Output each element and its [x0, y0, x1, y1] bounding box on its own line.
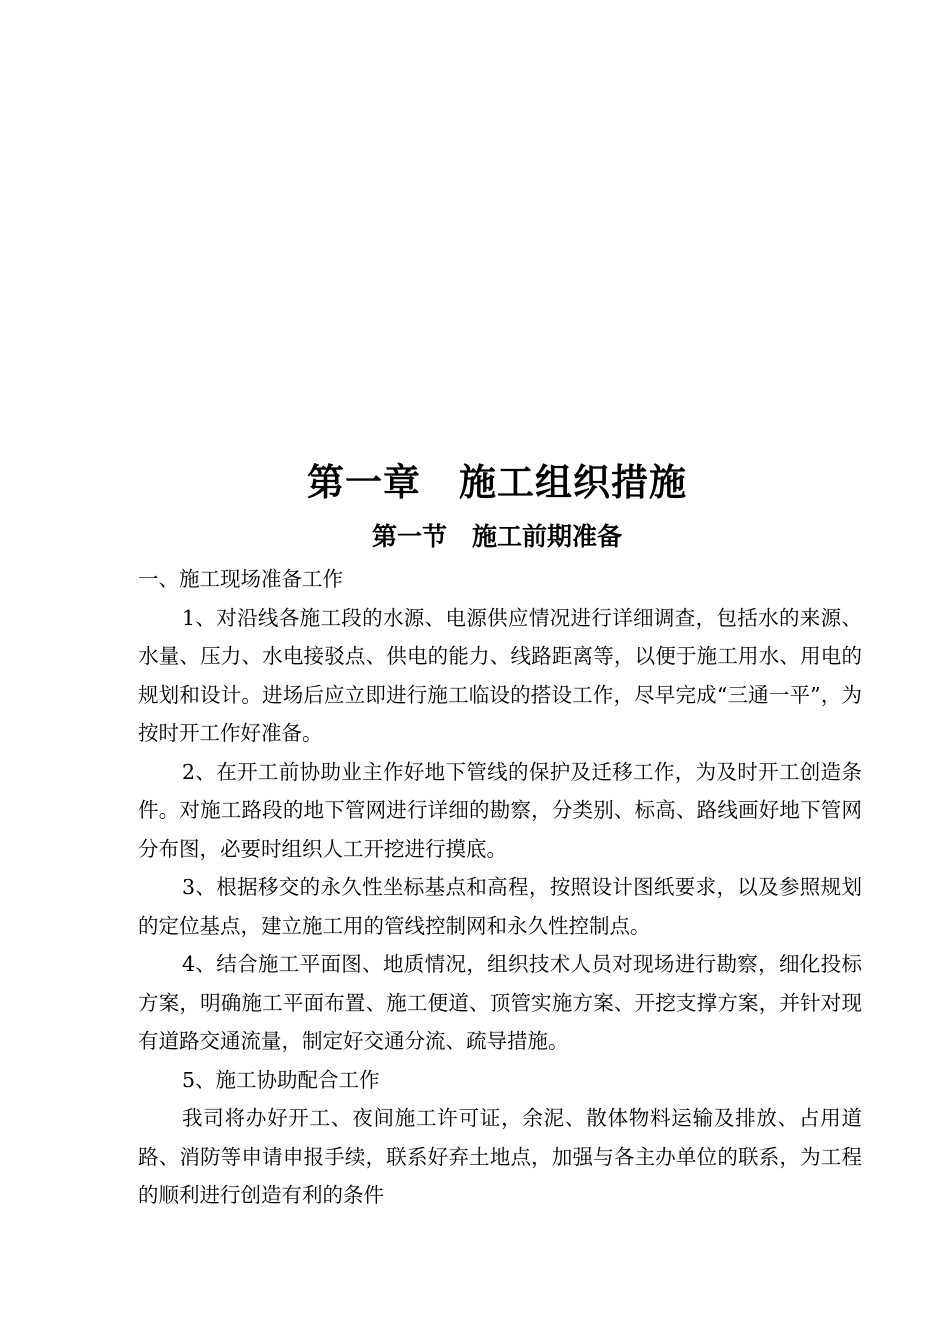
body-text [138, 560, 862, 1215]
paragraph-item-5-heading: 5、施工协助配合工作 [182, 1067, 380, 1092]
paragraph-item-1: 1、对沿线各施工段的水源、电源供应情况进行详细调查，包括水的来源、水量、压力、水电接驳点、供电的能力、线路距离等，以便于施工用水、用电的规划和设计。进场后应立即进行施工临设的搭设工作，尽早完成“三通一平”，为按时开工作好准备。 [138, 605, 862, 745]
chapter-title: 第一章 施工组织措施 [307, 460, 687, 504]
paragraph-item-2: 2、在开工前协助业主作好地下管线的保护及迁移工作，为及时开工创造条件。对施工路段的地下管网进行详细的勘察，分类别、标高、路线画好地下管网分布图，必要时组织人工开挖进行摸底。 [138, 759, 862, 861]
section-title: 第一节 施工前期准备 [371, 522, 622, 551]
paragraph-item-5-body: 我司将办好开工、夜间施工许可证，余泥、散体物料运输及排放、占用道路、消防等申请申报手续，联系好弃土地点，加强与各主办单位的联系，为工程的顺利进行创造有利的条件 [138, 1106, 862, 1207]
paragraph-item-4: 4、结合施工平面图、地质情况，组织技术人员对现场进行勘察，细化投标方案，明确施工平面布置、施工便道、顶管实施方案、开挖支撑方案，并针对现有道路交通流量，制定好交通分流、疏导措施。 [138, 952, 862, 1053]
paragraph-item-3: 3、根据移交的永久性坐标基点和高程，按照设计图纸要求，以及参照规划的定位基点，建立施工用的管线控制网和永久性控制点。 [138, 875, 862, 938]
subheading-site-preparation: 一、施工现场准备工作 [138, 567, 343, 591]
